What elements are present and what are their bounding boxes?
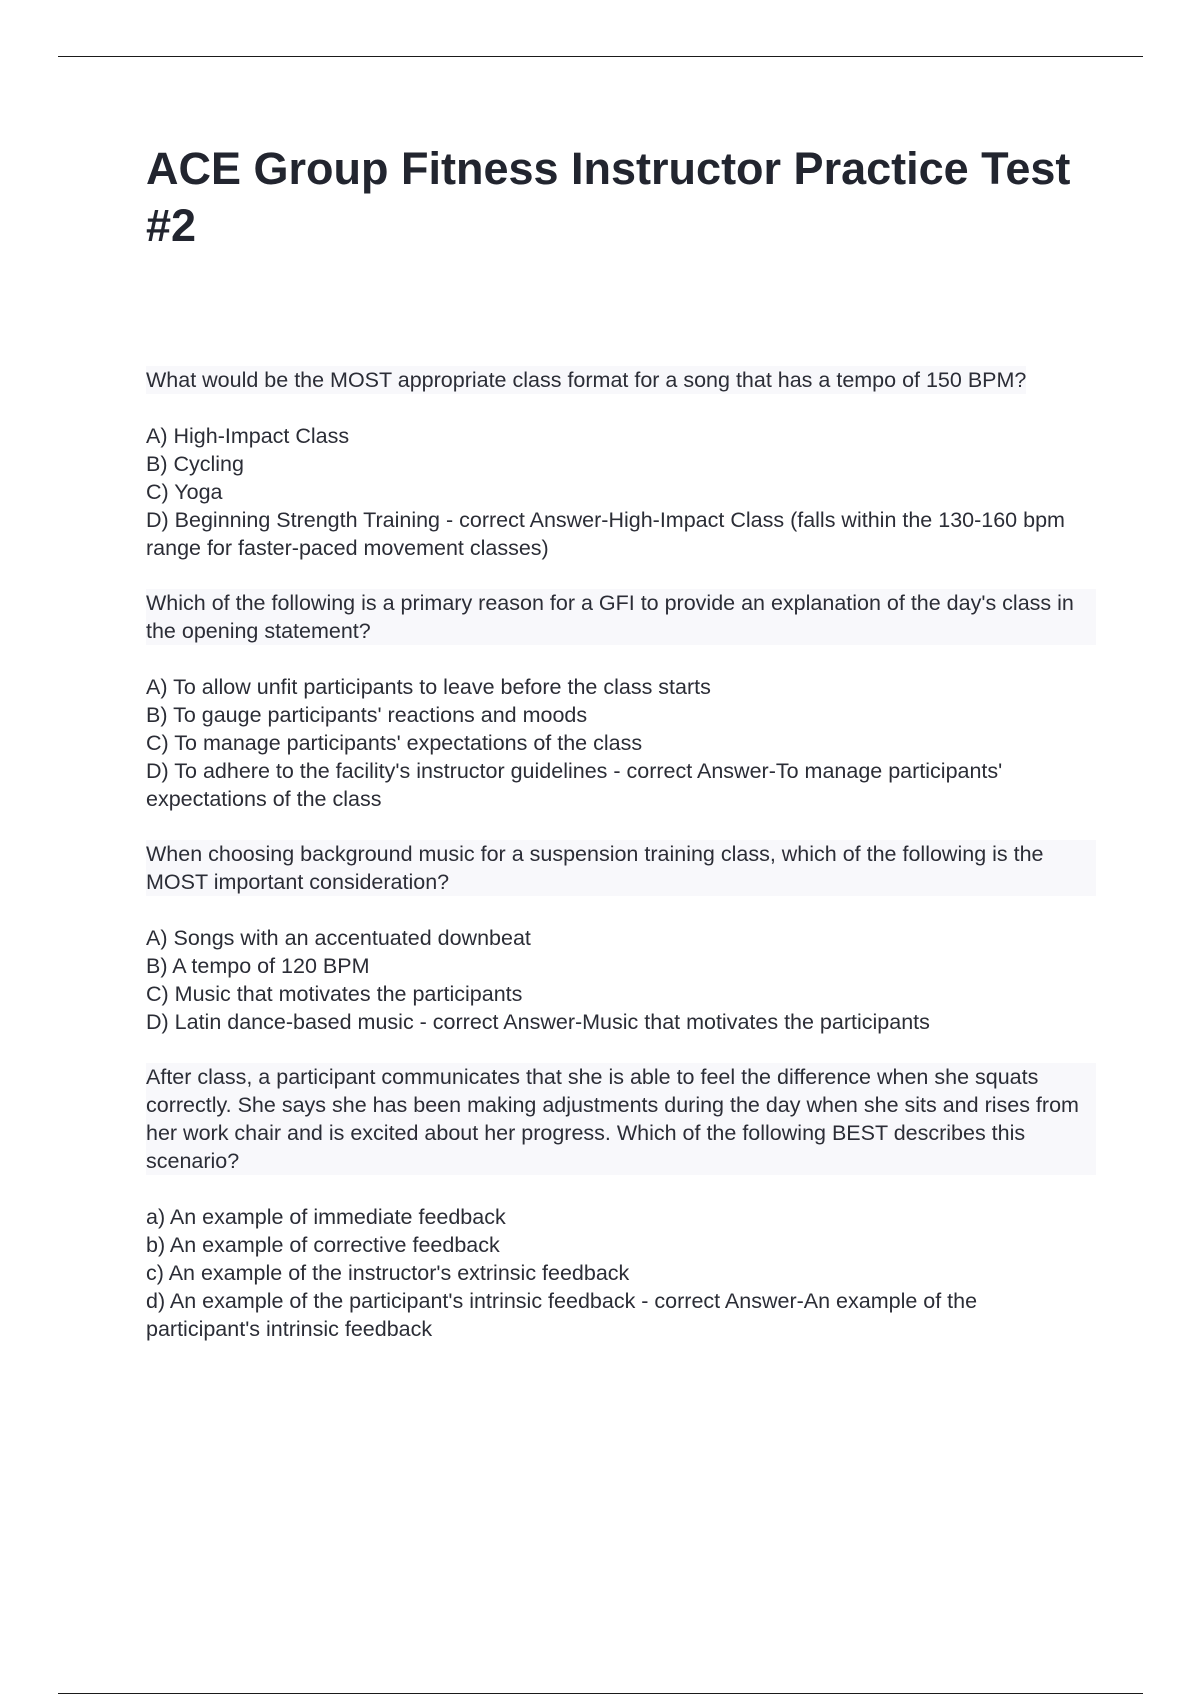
answer-option: A) High-Impact Class [146, 424, 350, 448]
answer-option: b) An example of corrective feedback [146, 1233, 500, 1257]
answer-option: C) Music that motivates the participants [146, 982, 523, 1006]
answer-option: B) A tempo of 120 BPM [146, 954, 370, 978]
question-block [146, 1063, 1096, 1343]
answer-option-with-answer: d) An example of the participant's intrinsic feedback - correct Answer-An example of the participant's intrinsic feedback [146, 1289, 978, 1341]
answer-option: B) To gauge participants' reactions and moods [146, 703, 588, 727]
answer-option-with-answer: D) To adhere to the facility's instructor guidelines - correct Answer-To manage participants' expectations of the class [146, 759, 1003, 811]
answer-option-with-answer: D) Latin dance-based music - correct Answer-Music that motivates the participants [146, 1010, 930, 1034]
bottom-divider [58, 1693, 1143, 1694]
answer-option: B) Cycling [146, 452, 244, 476]
question-text: After class, a participant communicates that she is able to feel the difference when she squats correctly. She says she has been making adjustments during the day when she sits and rises from her work chair and is excited about her progress. Which of the following BEST describes this scenario? [146, 1063, 1096, 1175]
answer-option: A) To allow unfit participants to leave before the class starts [146, 675, 711, 699]
question-text: What would be the MOST appropriate class format for a song that has a tempo of 150 BPM? [146, 368, 1027, 392]
answer-option: a) An example of immediate feedback [146, 1205, 506, 1229]
top-divider [58, 56, 1143, 57]
page-title: ACE Group Fitness Instructor Practice Test #2 [146, 143, 1071, 251]
answer-option: C) Yoga [146, 480, 223, 504]
answer-option: c) An example of the instructor's extrinsic feedback [146, 1261, 630, 1285]
question-block [146, 589, 1096, 813]
question-text: When choosing background music for a suspension training class, which of the following is the MOST important consideration? [146, 840, 1096, 896]
answer-option: A) Songs with an accentuated downbeat [146, 926, 531, 950]
question-block [146, 366, 1096, 562]
answer-option-with-answer: D) Beginning Strength Training - correct Answer-High-Impact Class (falls within the 130-160 bpm range for faster-paced movement classes) [146, 508, 1065, 560]
question-block [146, 840, 1096, 1036]
answer-option: C) To manage participants' expectations of the class [146, 731, 643, 755]
question-list [146, 366, 1096, 1370]
question-text: Which of the following is a primary reason for a GFI to provide an explanation of the day's class in the opening statement? [146, 589, 1096, 645]
